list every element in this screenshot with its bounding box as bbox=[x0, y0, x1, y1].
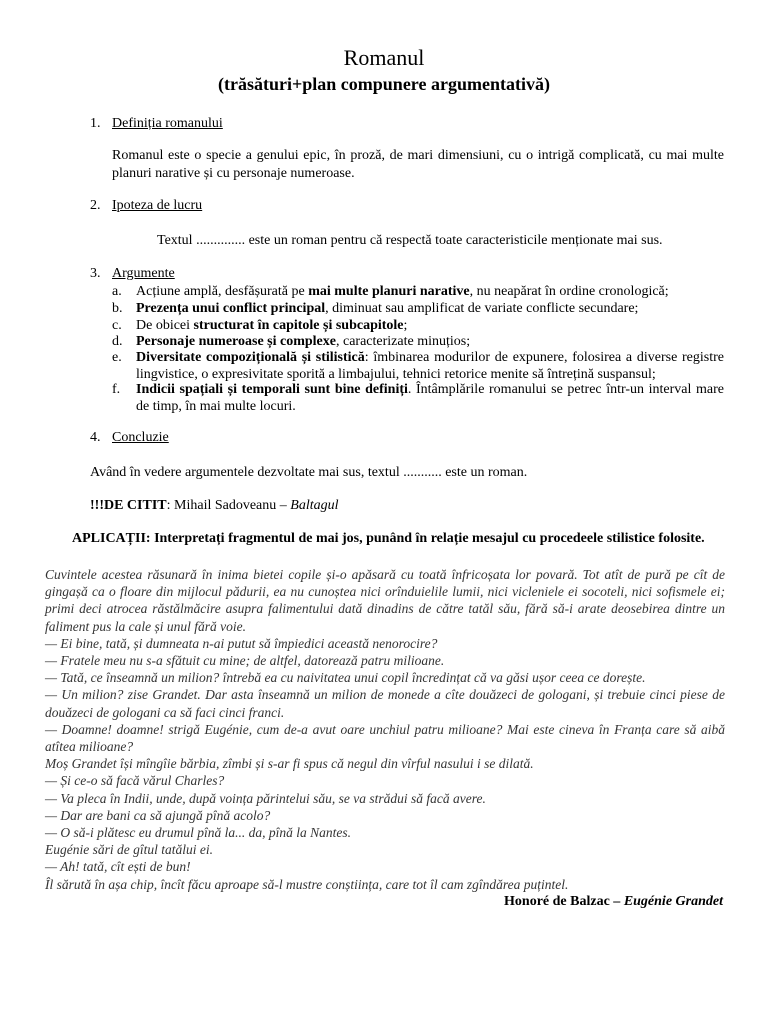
argument-letter: f. bbox=[112, 382, 121, 397]
argument-item-f: f. Indicii spațiali și temporali sunt bine definiți. Întâmplările romanului se petrec într-un interval mare de timp, în mai multe locuri. bbox=[112, 382, 724, 414]
section-heading-argumente: Argumente bbox=[112, 266, 175, 281]
fragment-paragraph: — O să-i plătesc eu drumul pînă la... da, pînă la Nantes. bbox=[45, 825, 351, 841]
page-title: Romanul bbox=[343, 45, 425, 70]
argument-letter: b. bbox=[112, 301, 123, 316]
fragment-author: Honoré de Balzac – Eugénie Grandet bbox=[504, 894, 723, 909]
fragment-paragraph: — Un milion? zise Grandet. Dar asta înseamnă un milion de monede a cîte douăzeci de gologani, și trebuie cinci piese de douăzeci de gologani ca să faci cinci franci. bbox=[45, 687, 725, 720]
concluzie-text: Având în vedere argumentele dezvoltate mai sus, textul ........... este un roman. bbox=[90, 465, 528, 480]
de-citit-work: Baltagul bbox=[290, 498, 339, 513]
argument-item-d: d. Personaje numeroase și complexe, caracterizate minuțios; bbox=[112, 334, 471, 349]
argument-item-e: e. Diversitate compozițională și stilistică: îmbinarea modurilor de expunere, folosirea a diverse registre lingvistice, o expresivitate sporită a limbajului, tehnici retorice menite să întrețină suspansul; bbox=[112, 350, 724, 382]
fragment-paragraph: Îl sărută în așa chip, încît făcu aproape să-l mustre conștiința, care tot îl cam zgîndărea puțintel. bbox=[45, 876, 569, 892]
argument-letter: e. bbox=[112, 350, 122, 365]
fragment-paragraph: — Doamne! doamne! strigă Eugénie, cum de-a avut oare unchiul patru milioane? Mai este cineva în Franța care să aibă atîtea milioane? bbox=[45, 721, 725, 755]
fragment-paragraph: — Ei bine, tată, și dumneata n-ai putut să împiedici această nenorocire? bbox=[45, 635, 438, 651]
page-subtitle: (trăsături+plan compunere argumentativă) bbox=[218, 74, 550, 94]
fragment-paragraph: — Și ce-o să facă vărul Charles? bbox=[45, 773, 225, 789]
argument-item-c: c. De obicei structurat în capitole și subcapitole; bbox=[112, 318, 408, 333]
argument-letter: d. bbox=[112, 334, 123, 349]
fragment-text bbox=[45, 566, 725, 893]
fragment-paragraph: Moș Grandet își mîngîie bărbia, zîmbi și s-ar fi spus că negul din vîrful nasului i se dilată. bbox=[45, 756, 534, 772]
ipoteza-text: Textul .............. este un roman pentru că respectă toate caracteristicile menționate mai sus. bbox=[157, 233, 663, 248]
section-heading-concluzie: Concluzie bbox=[112, 430, 169, 445]
argument-letter: c. bbox=[112, 318, 122, 333]
argument-item-a: a. Acțiune amplă, desfășurată pe mai multe planuri narative, nu neapărat în ordine cronologică; bbox=[112, 284, 669, 299]
fragment-paragraph: — Tată, ce înseamnă un milion? întrebă ea cu naivitatea unui copil încredințat că va găsi ușor ceea ce dorește. bbox=[45, 670, 646, 686]
section-heading-definitie: Definiția romanului bbox=[112, 116, 223, 131]
author-work: Eugénie Grandet bbox=[623, 894, 723, 909]
definitie-text: Romanul este o specie a genului epic, în proză, de mari dimensiuni, cu o intrigă complicată, cu mai multe planuri narative și cu personaje numeroase. bbox=[112, 148, 724, 181]
section-number-1: 1. bbox=[90, 116, 101, 131]
fragment-paragraph: — Va pleca în Indii, unde, după voința părintelui său, se va strădui să facă avere. bbox=[45, 790, 486, 806]
de-citit-line: !!!DE CITIT: Mihail Sadoveanu – Baltagul bbox=[90, 498, 339, 513]
de-citit-label: !!!DE CITIT bbox=[90, 498, 167, 513]
fragment-paragraph: — Ah! tată, cît ești de bun! bbox=[45, 859, 191, 875]
section-heading-ipoteza: Ipoteza de lucru bbox=[112, 198, 203, 213]
aplicatii-heading: APLICAȚII: Interpretați fragmentul de mai jos, punând în relație mesajul cu procedeele stilistice folosite. bbox=[72, 531, 705, 546]
fragment-paragraph: — Fratele meu nu s-a sfătuit cu mine; de altfel, datorează patru milioane. bbox=[45, 653, 445, 669]
argument-letter: a. bbox=[112, 284, 122, 299]
fragment-paragraph: Cuvintele acestea răsunară în inima bietei copile și-o apăsară cu toată înfricoșata lor povară. Tot atît de pură pe cît de gingașă ca o floare din mijlocul pădurii, ea nu cunoștea nici orînduielile lumii, nici vicleniele ei socoteli, nici sofismele ei; primi deci atrocea răstălmăcire asupra falimentului dată dinadins de către tatăl său, fără să-i arate deosebirea dintre un faliment pus la cale și unul fără voie. bbox=[45, 567, 725, 634]
fragment-paragraph: — Dar are bani ca să ajungă pînă acolo? bbox=[45, 807, 271, 823]
fragment-paragraph: Eugénie sări de gîtul tatălui ei. bbox=[45, 842, 213, 858]
argument-item-b: b. Prezența unui conflict principal, diminuat sau amplificat de variate conflicte secundare; bbox=[112, 301, 639, 316]
section-number-4: 4. bbox=[90, 430, 101, 445]
section-number-3: 3. bbox=[90, 266, 101, 281]
section-number-2: 2. bbox=[90, 198, 101, 213]
